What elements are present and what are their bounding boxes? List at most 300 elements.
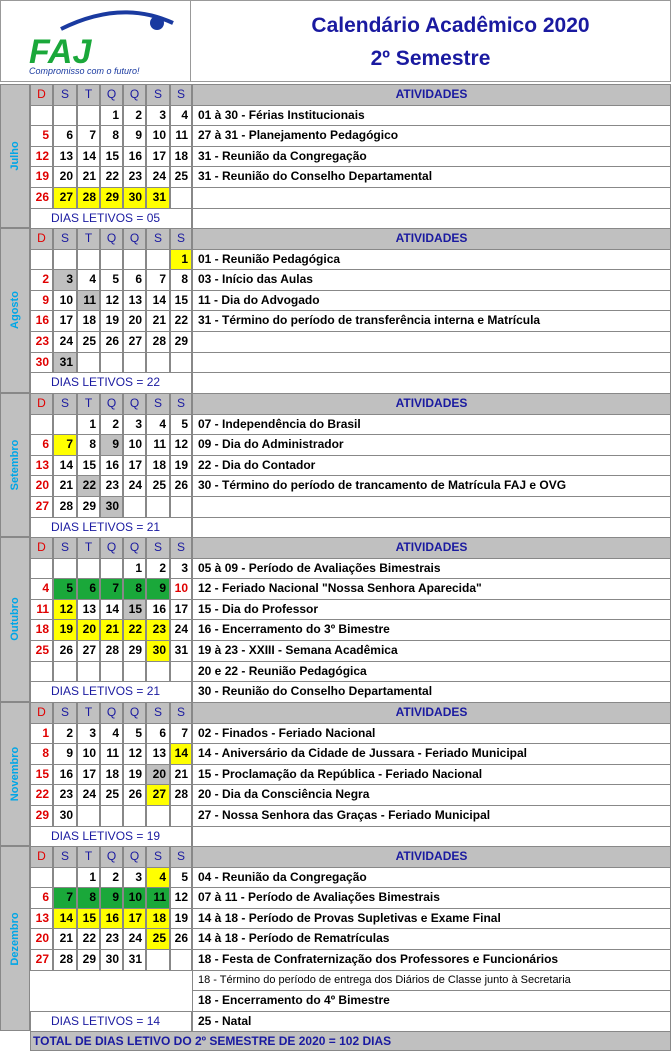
day-cell: 16 — [53, 764, 77, 786]
day-cell: 29 — [100, 187, 123, 209]
dias-letivos: DIAS LETIVOS = 22 — [30, 372, 192, 394]
day-cell: 6 — [146, 723, 170, 745]
day-cell: 15 — [100, 146, 123, 168]
day-cell: 16 — [146, 599, 170, 621]
day-cell: 1 — [77, 414, 100, 436]
day-cell: 23 — [30, 331, 53, 353]
day-cell: 1 — [123, 558, 146, 580]
day-cell: 12 — [123, 743, 146, 765]
day-cell: 13 — [30, 455, 53, 477]
day-cell: 10 — [53, 290, 77, 312]
day-cell — [30, 249, 53, 271]
day-cell: 30 — [123, 187, 146, 209]
month-name: Agosto — [9, 291, 21, 330]
day-cell: 13 — [30, 908, 53, 930]
activity-item: 31 - Reunião do Conselho Departamental — [192, 166, 671, 188]
day-cell: 25 — [100, 784, 123, 806]
day-cell: 13 — [146, 743, 170, 765]
day-cell — [30, 558, 53, 580]
day-cell: 22 — [100, 166, 123, 188]
day-cell — [53, 414, 77, 436]
activity-item: 31 - Término do período de transferência interna e Matrícula — [192, 310, 671, 332]
activity-item: 20 e 22 - Reunião Pedagógica — [192, 661, 671, 683]
day-cell: 25 — [77, 331, 100, 353]
faj-logo-graphic — [1, 1, 190, 81]
day-cell: 24 — [53, 331, 77, 353]
day-cell: 23 — [100, 475, 123, 497]
day-cell: 14 — [53, 908, 77, 930]
day-cell: 6 — [53, 125, 77, 147]
day-cell — [170, 187, 192, 209]
weekday-header: D — [30, 393, 53, 415]
day-cell — [123, 249, 146, 271]
activity-item: 12 - Feriado Nacional "Nossa Senhora Aparecida" — [192, 578, 671, 600]
day-cell: 3 — [123, 867, 146, 889]
day-cell: 22 — [170, 310, 192, 332]
title-line-2: 2º Semestre — [370, 47, 491, 70]
day-cell — [77, 249, 100, 271]
title-line-1: Calendário Acadêmico 2020 — [311, 14, 590, 37]
weekday-header: Q — [123, 228, 146, 250]
weekday-header: S — [170, 846, 192, 868]
day-cell: 14 — [53, 455, 77, 477]
day-cell: 25 — [30, 640, 53, 662]
day-cell: 18 — [77, 310, 100, 332]
day-cell: 3 — [146, 105, 170, 127]
day-cell: 26 — [123, 784, 146, 806]
day-cell — [100, 805, 123, 827]
weekday-header: T — [77, 84, 100, 106]
day-cell: 19 — [30, 166, 53, 188]
day-cell: 9 — [100, 887, 123, 909]
day-cell: 10 — [170, 578, 192, 600]
day-cell: 16 — [30, 310, 53, 332]
weekday-header: Q — [123, 537, 146, 559]
day-cell: 21 — [100, 619, 123, 641]
day-cell: 7 — [53, 887, 77, 909]
day-cell: 24 — [146, 166, 170, 188]
day-cell: 8 — [77, 434, 100, 456]
weekday-header: S — [53, 393, 77, 415]
activity-item — [192, 331, 671, 353]
day-cell — [123, 661, 146, 683]
day-cell: 14 — [146, 290, 170, 312]
activity-item: 01 - Reunião Pedagógica — [192, 249, 671, 271]
activity-item: 18 - Festa de Confraternização dos Professores e Funcionários — [192, 949, 671, 971]
day-cell: 11 — [146, 434, 170, 456]
day-cell: 4 — [100, 723, 123, 745]
day-cell — [30, 414, 53, 436]
day-cell: 19 — [123, 764, 146, 786]
page-title — [191, 0, 671, 82]
day-cell: 16 — [100, 455, 123, 477]
day-cell: 11 — [170, 125, 192, 147]
activity-item: 02 - Finados - Feriado Nacional — [192, 723, 671, 745]
activity-item: 07 - Independência do Brasil — [192, 414, 671, 436]
day-cell: 22 — [30, 784, 53, 806]
day-cell: 7 — [146, 269, 170, 291]
activity-item: 19 à 23 - XXIII - Semana Acadêmica — [192, 640, 671, 662]
month-label-cell — [0, 846, 30, 1031]
day-cell: 22 — [77, 475, 100, 497]
activity-item — [192, 826, 671, 848]
day-cell: 5 — [170, 414, 192, 436]
day-cell: 9 — [53, 743, 77, 765]
weekday-header: S — [53, 537, 77, 559]
activities-header: ATIVIDADES — [192, 537, 671, 559]
day-cell: 17 — [123, 908, 146, 930]
day-cell: 18 — [170, 146, 192, 168]
day-cell: 21 — [146, 310, 170, 332]
day-cell: 4 — [77, 269, 100, 291]
day-cell — [77, 352, 100, 374]
day-cell: 28 — [100, 640, 123, 662]
day-cell — [77, 558, 100, 580]
day-cell: 27 — [146, 784, 170, 806]
day-cell: 16 — [100, 908, 123, 930]
weekday-header: Q — [100, 537, 123, 559]
activity-item: 25 - Natal — [192, 1011, 671, 1033]
activities-header: ATIVIDADES — [192, 393, 671, 415]
weekday-header: S — [170, 702, 192, 724]
day-cell: 15 — [77, 908, 100, 930]
weekday-header: S — [53, 846, 77, 868]
weekday-header: Q — [100, 393, 123, 415]
day-cell: 26 — [170, 475, 192, 497]
day-cell — [170, 949, 192, 971]
day-cell: 12 — [53, 599, 77, 621]
weekday-header: Q — [100, 84, 123, 106]
day-cell: 9 — [30, 290, 53, 312]
month-label-cell — [0, 537, 30, 702]
day-cell: 4 — [146, 867, 170, 889]
day-cell: 31 — [146, 187, 170, 209]
day-cell: 4 — [30, 578, 53, 600]
day-cell — [123, 352, 146, 374]
day-cell: 13 — [123, 290, 146, 312]
activity-item: 05 à 09 - Período de Avaliações Bimestrais — [192, 558, 671, 580]
day-cell — [146, 352, 170, 374]
day-cell: 31 — [170, 640, 192, 662]
month-label-cell — [0, 84, 30, 228]
activity-item: 14 à 18 - Período de Rematrículas — [192, 928, 671, 950]
day-cell: 13 — [53, 146, 77, 168]
day-cell: 7 — [53, 434, 77, 456]
day-cell: 28 — [146, 331, 170, 353]
day-cell — [170, 661, 192, 683]
day-cell — [100, 661, 123, 683]
activity-item — [192, 187, 671, 209]
month-name: Novembro — [9, 746, 21, 802]
day-cell: 14 — [100, 599, 123, 621]
day-cell: 19 — [53, 619, 77, 641]
day-cell — [146, 805, 170, 827]
day-cell: 11 — [100, 743, 123, 765]
weekday-header: Q — [123, 846, 146, 868]
activity-item: 31 - Reunião da Congregação — [192, 146, 671, 168]
activity-item: 30 - Término do período de trancamento de Matrícula FAJ e OVG — [192, 475, 671, 497]
day-cell: 6 — [30, 887, 53, 909]
day-cell: 30 — [100, 949, 123, 971]
weekday-header: S — [146, 537, 170, 559]
day-cell — [53, 558, 77, 580]
day-cell: 3 — [123, 414, 146, 436]
weekday-header: D — [30, 537, 53, 559]
day-cell: 22 — [77, 928, 100, 950]
day-cell: 10 — [123, 434, 146, 456]
day-cell — [30, 105, 53, 127]
weekday-header: D — [30, 846, 53, 868]
day-cell: 26 — [170, 928, 192, 950]
activity-item: 18 - Encerramento do 4º Bimestre — [192, 990, 671, 1012]
day-cell: 27 — [77, 640, 100, 662]
day-cell: 18 — [146, 455, 170, 477]
day-cell: 23 — [53, 784, 77, 806]
activity-item — [192, 496, 671, 518]
activity-item: 15 - Proclamação da República - Feriado Nacional — [192, 764, 671, 786]
day-cell: 21 — [77, 166, 100, 188]
day-cell: 25 — [146, 928, 170, 950]
logo-text: FAJ — [29, 33, 92, 71]
weekday-header: S — [53, 228, 77, 250]
weekday-header: D — [30, 84, 53, 106]
faj-logo — [0, 0, 191, 82]
day-cell — [123, 496, 146, 518]
day-cell: 1 — [30, 723, 53, 745]
day-cell: 20 — [30, 928, 53, 950]
activity-item: 11 - Dia do Advogado — [192, 290, 671, 312]
day-cell — [77, 805, 100, 827]
day-cell: 12 — [100, 290, 123, 312]
dias-letivos: DIAS LETIVOS = 19 — [30, 826, 192, 848]
day-cell — [30, 661, 53, 683]
day-cell: 22 — [123, 619, 146, 641]
day-cell — [146, 249, 170, 271]
day-cell: 2 — [100, 867, 123, 889]
activity-item: 20 - Dia da Consciência Negra — [192, 784, 671, 806]
day-cell: 15 — [123, 599, 146, 621]
day-cell — [100, 249, 123, 271]
day-cell: 24 — [123, 475, 146, 497]
day-cell: 24 — [123, 928, 146, 950]
day-cell — [30, 867, 53, 889]
activity-item: 18 - Término do período de entrega dos Diários de Classe junto à Secretaria — [192, 970, 671, 992]
day-cell: 30 — [146, 640, 170, 662]
day-cell: 7 — [100, 578, 123, 600]
day-cell: 6 — [30, 434, 53, 456]
activity-item: 16 - Encerramento do 3º Bimestre — [192, 619, 671, 641]
weekday-header: Q — [100, 228, 123, 250]
day-cell: 9 — [123, 125, 146, 147]
activity-item — [192, 517, 671, 539]
dias-letivos: DIAS LETIVOS = 05 — [30, 208, 192, 230]
day-cell: 19 — [170, 908, 192, 930]
day-cell — [100, 558, 123, 580]
weekday-header: Q — [123, 702, 146, 724]
day-cell — [77, 105, 100, 127]
day-cell — [100, 352, 123, 374]
day-cell: 29 — [123, 640, 146, 662]
weekday-header: S — [146, 228, 170, 250]
activity-item: 22 - Dia do Contador — [192, 455, 671, 477]
activities-header: ATIVIDADES — [192, 846, 671, 868]
day-cell: 14 — [77, 146, 100, 168]
day-cell: 18 — [146, 908, 170, 930]
day-cell: 8 — [100, 125, 123, 147]
weekday-header: T — [77, 702, 100, 724]
day-cell: 31 — [123, 949, 146, 971]
day-cell: 10 — [146, 125, 170, 147]
weekday-header: Q — [123, 84, 146, 106]
day-cell: 27 — [123, 331, 146, 353]
day-cell — [146, 661, 170, 683]
day-cell: 12 — [170, 434, 192, 456]
day-cell: 5 — [170, 867, 192, 889]
activities-header: ATIVIDADES — [192, 702, 671, 724]
activity-item — [192, 208, 671, 230]
weekday-header: S — [146, 846, 170, 868]
day-cell: 2 — [53, 723, 77, 745]
day-cell — [170, 496, 192, 518]
weekday-header: S — [170, 537, 192, 559]
day-cell: 14 — [170, 743, 192, 765]
month-block-novembro — [0, 702, 671, 846]
day-cell: 26 — [53, 640, 77, 662]
logo-tagline: Compromisso com o futuro! — [29, 66, 140, 76]
day-cell: 21 — [53, 475, 77, 497]
weekday-header: S — [170, 84, 192, 106]
day-cell: 27 — [53, 187, 77, 209]
day-cell: 12 — [170, 887, 192, 909]
day-cell: 31 — [53, 352, 77, 374]
month-block-agosto — [0, 228, 671, 393]
month-label-cell — [0, 228, 30, 393]
day-cell: 9 — [100, 434, 123, 456]
day-cell: 8 — [123, 578, 146, 600]
day-cell: 6 — [123, 269, 146, 291]
day-cell — [53, 867, 77, 889]
day-cell: 19 — [170, 455, 192, 477]
dias-letivos: DIAS LETIVOS = 21 — [30, 681, 192, 703]
day-cell: 8 — [170, 269, 192, 291]
activity-item: 27 à 31 - Planejamento Pedagógico — [192, 125, 671, 147]
day-cell: 17 — [123, 455, 146, 477]
activity-item: 07 à 11 - Período de Avaliações Bimestrais — [192, 887, 671, 909]
weekday-header: S — [146, 84, 170, 106]
day-cell: 16 — [123, 146, 146, 168]
day-cell: 11 — [30, 599, 53, 621]
day-cell: 30 — [100, 496, 123, 518]
day-cell: 18 — [30, 619, 53, 641]
day-cell: 5 — [123, 723, 146, 745]
day-cell: 24 — [77, 784, 100, 806]
day-cell: 1 — [100, 105, 123, 127]
day-cell: 20 — [30, 475, 53, 497]
day-cell: 30 — [53, 805, 77, 827]
day-cell: 28 — [53, 949, 77, 971]
day-cell — [123, 805, 146, 827]
day-cell: 10 — [123, 887, 146, 909]
activity-item — [192, 352, 671, 374]
weekday-header: T — [77, 393, 100, 415]
month-block-julho — [0, 84, 671, 228]
day-cell: 5 — [100, 269, 123, 291]
activity-item: 27 - Nossa Senhora das Graças - Feriado Municipal — [192, 805, 671, 827]
day-cell: 3 — [170, 558, 192, 580]
day-cell: 3 — [77, 723, 100, 745]
day-cell: 2 — [100, 414, 123, 436]
day-cell: 21 — [53, 928, 77, 950]
day-cell — [146, 496, 170, 518]
activity-item — [192, 372, 671, 394]
day-cell: 11 — [77, 290, 100, 312]
activity-item: 14 à 18 - Período de Provas Supletivas e Exame Final — [192, 908, 671, 930]
day-cell: 29 — [30, 805, 53, 827]
weekday-header: T — [77, 537, 100, 559]
day-cell: 15 — [170, 290, 192, 312]
day-cell: 20 — [146, 764, 170, 786]
day-cell: 1 — [77, 867, 100, 889]
activities-header: ATIVIDADES — [192, 228, 671, 250]
day-cell — [53, 105, 77, 127]
day-cell: 25 — [146, 475, 170, 497]
weekday-header: D — [30, 702, 53, 724]
day-cell — [53, 661, 77, 683]
day-cell: 29 — [170, 331, 192, 353]
activity-item: 04 - Reunião da Congregação — [192, 867, 671, 889]
month-label-cell — [0, 702, 30, 846]
day-cell: 17 — [53, 310, 77, 332]
day-cell: 15 — [77, 455, 100, 477]
total-dias-letivos: TOTAL DE DIAS LETIVO DO 2º SEMESTRE DE 2020 = 102 DIAS — [30, 1031, 671, 1051]
day-cell: 21 — [170, 764, 192, 786]
day-cell: 13 — [77, 599, 100, 621]
month-block-dezembro — [0, 846, 671, 1031]
day-cell: 12 — [30, 146, 53, 168]
day-cell: 26 — [30, 187, 53, 209]
weekday-header: Q — [123, 393, 146, 415]
day-cell: 28 — [170, 784, 192, 806]
day-cell — [53, 249, 77, 271]
day-cell — [170, 805, 192, 827]
activity-item: 01 à 30 - Férias Institucionais — [192, 105, 671, 127]
activity-item: 15 - Dia do Professor — [192, 599, 671, 621]
weekday-header: S — [53, 84, 77, 106]
weekday-header: T — [77, 846, 100, 868]
day-cell: 4 — [146, 414, 170, 436]
day-cell: 17 — [170, 599, 192, 621]
month-block-setembro — [0, 393, 671, 537]
activity-item: 14 - Aniversário da Cidade de Jussara - Feriado Municipal — [192, 743, 671, 765]
weekday-header: S — [53, 702, 77, 724]
dias-letivos: DIAS LETIVOS = 14 — [30, 1011, 192, 1033]
month-name: Dezembro — [9, 912, 21, 966]
month-name: Setembro — [9, 439, 21, 491]
month-label-cell — [0, 393, 30, 537]
activity-item: 09 - Dia do Administrador — [192, 434, 671, 456]
day-cell: 9 — [146, 578, 170, 600]
day-cell: 5 — [53, 578, 77, 600]
day-cell: 20 — [53, 166, 77, 188]
weekday-header: Q — [100, 846, 123, 868]
day-cell: 23 — [123, 166, 146, 188]
day-cell: 7 — [170, 723, 192, 745]
day-cell: 3 — [53, 269, 77, 291]
day-cell: 10 — [77, 743, 100, 765]
day-cell: 7 — [77, 125, 100, 147]
day-cell: 28 — [53, 496, 77, 518]
day-cell: 11 — [146, 887, 170, 909]
